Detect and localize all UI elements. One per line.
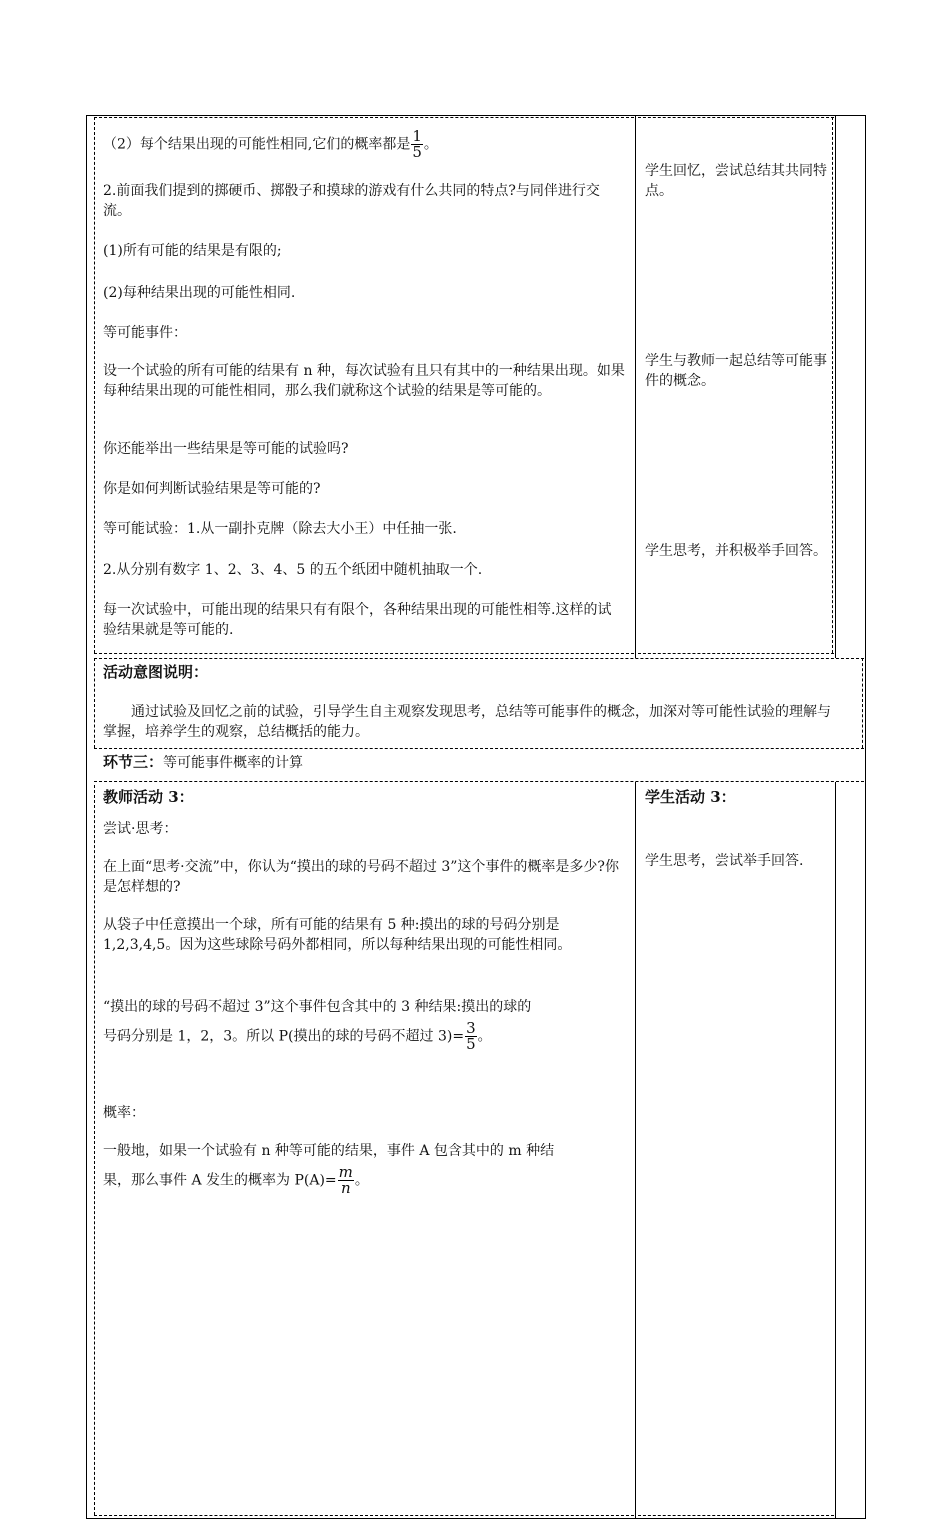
- column-divider-bottom: [635, 782, 636, 1519]
- paragraph-1-end: 。: [423, 136, 438, 153]
- student-note-4: 学生思考，尝试举手回答.: [645, 853, 804, 869]
- table-right-border: [865, 115, 866, 1519]
- t3-paragraph-1: 尝试·思考：: [103, 821, 178, 837]
- t3-paragraph-6-end: 。: [354, 1172, 369, 1189]
- dashed-frame: [94, 658, 95, 748]
- column-divider-top: [635, 115, 636, 658]
- dashed-frame: [832, 117, 833, 653]
- paragraph-11: 每一次试验中，可能出现的结果只有有限个，各种结果出现的可能性相等.这样的试验结果就是等可能的.: [103, 602, 612, 638]
- fraction-denominator: n: [340, 1179, 351, 1197]
- dashed-frame: [94, 117, 634, 118]
- fraction-three-fifths: [465, 1021, 477, 1052]
- t3-paragraph-3: 从袋子中任意摸出一个球，所有可能的结果有 5 种:摸出的球的号码分别是 1,2,3,4,5。因为这些球除号码外都相同，所以每种结果出现的可能性相同。: [103, 917, 572, 953]
- paragraph-1: [103, 129, 623, 160]
- t3-paragraph-6-text: 果，那么事件 A 发生的概率为 P(A)=: [103, 1172, 337, 1189]
- paragraph-7: 你还能举出一些结果是等可能的试验吗?: [103, 441, 349, 457]
- row-separator-stage3: [94, 748, 864, 749]
- table-left-border: [86, 115, 87, 1519]
- paragraph-5: 等可能事件：: [103, 325, 187, 341]
- lesson-plan-table: [86, 115, 866, 1519]
- t3-paragraph-4: [103, 997, 633, 1052]
- table-top-border: [86, 115, 866, 116]
- paragraph-1-text: （2）每个结果出现的可能性相同,它们的概率都是: [103, 136, 411, 153]
- dashed-frame: [638, 653, 834, 654]
- t3-paragraph-6-line-1: 一般地，如果一个试验有 n 种等可能的结果，事件 A 包含其中的 m 种结: [103, 1143, 555, 1159]
- fraction-numerator: 3: [466, 1019, 476, 1037]
- t3-paragraph-4-line-2: [103, 1021, 633, 1052]
- dashed-frame: [94, 1515, 634, 1516]
- paragraph-9: 等可能试验：1.从一副扑克牌（除去大小王）中任抽一张.: [103, 521, 457, 537]
- dashed-frame: [638, 117, 834, 118]
- student-note-1: 学生回忆，尝试总结其共同特点。: [645, 163, 827, 199]
- right-column-divider-bottom: [835, 782, 836, 1519]
- t3-paragraph-4-text: 号码分别是 1，2，3。所以 P(摸出的球的号码不超过 3)=: [103, 1028, 465, 1045]
- t3-paragraph-6-line-2: [103, 1165, 633, 1196]
- row-separator-activity3: [94, 781, 864, 782]
- dashed-frame: [94, 785, 95, 1515]
- paragraph-4: (2)每种结果出现的可能性相同.: [103, 285, 296, 301]
- stage-3-title: 等可能事件概率的计算: [163, 755, 304, 771]
- dashed-frame: [94, 653, 634, 654]
- teacher-activity-3-title: 教师活动 3：: [103, 788, 194, 806]
- fraction-numerator: 1: [412, 127, 422, 145]
- fraction-numerator: m: [338, 1163, 353, 1181]
- activity-intent-text: 通过试验及回忆之前的试验，引导学生自主观察发现思考，总结等可能事件的概念，加深对等可能性试验的理解与掌握，培养学生的观察，总结概括的能力。: [103, 704, 831, 740]
- t3-paragraph-5: 概率：: [103, 1105, 145, 1121]
- fraction-one-fifth: [411, 129, 423, 160]
- paragraph-3: (1)所有可能的结果是有限的;: [103, 243, 282, 259]
- paragraph-10: 2.从分别有数字 1、2、3、4、5 的五个纸团中随机抽取一个.: [103, 562, 483, 578]
- fraction-m-over-n: [338, 1165, 354, 1196]
- right-column-divider-top: [835, 115, 836, 658]
- fraction-denominator: 5: [412, 143, 422, 161]
- stage-3-header: [103, 752, 843, 773]
- dashed-frame: [638, 1515, 834, 1516]
- student-note-3: 学生思考，并积极举手回答。: [645, 543, 827, 559]
- dashed-frame: [94, 117, 95, 653]
- t3-paragraph-6: [103, 1141, 633, 1196]
- t3-paragraph-4-end: 。: [477, 1028, 492, 1045]
- paragraph-6: 设一个试验的所有可能的结果有 n 种，每次试验有且只有其中的一种结果出现。如果每种结果出现的可能性相同，那么我们就称这个试验的结果是等可能的。: [103, 363, 625, 399]
- student-activity-3-title: 学生活动 3：: [645, 788, 736, 806]
- dashed-frame: [862, 658, 863, 748]
- student-note-2: 学生与教师一起总结等可能事件的概念。: [645, 353, 827, 389]
- paragraph-2: 2.前面我们提到的掷硬币、掷骰子和摸球的游戏有什么共同的特点?与同伴进行交流。: [103, 183, 600, 219]
- row-separator-intent: [94, 658, 864, 659]
- paragraph-8: 你是如何判断试验结果是等可能的?: [103, 481, 321, 497]
- t3-paragraph-2: 在上面“思考·交流”中，你认为“摸出的球的号码不超过 3”这个事件的概率是多少?你是怎样想的?: [103, 859, 619, 895]
- fraction-denominator: 5: [466, 1035, 476, 1053]
- activity-intent-title: 活动意图说明：: [103, 663, 209, 681]
- stage-3-label: 环节三：: [103, 753, 164, 771]
- t3-paragraph-4-line-1: “摸出的球的号码不超过 3”这个事件包含其中的 3 种结果:摸出的球的: [103, 999, 532, 1015]
